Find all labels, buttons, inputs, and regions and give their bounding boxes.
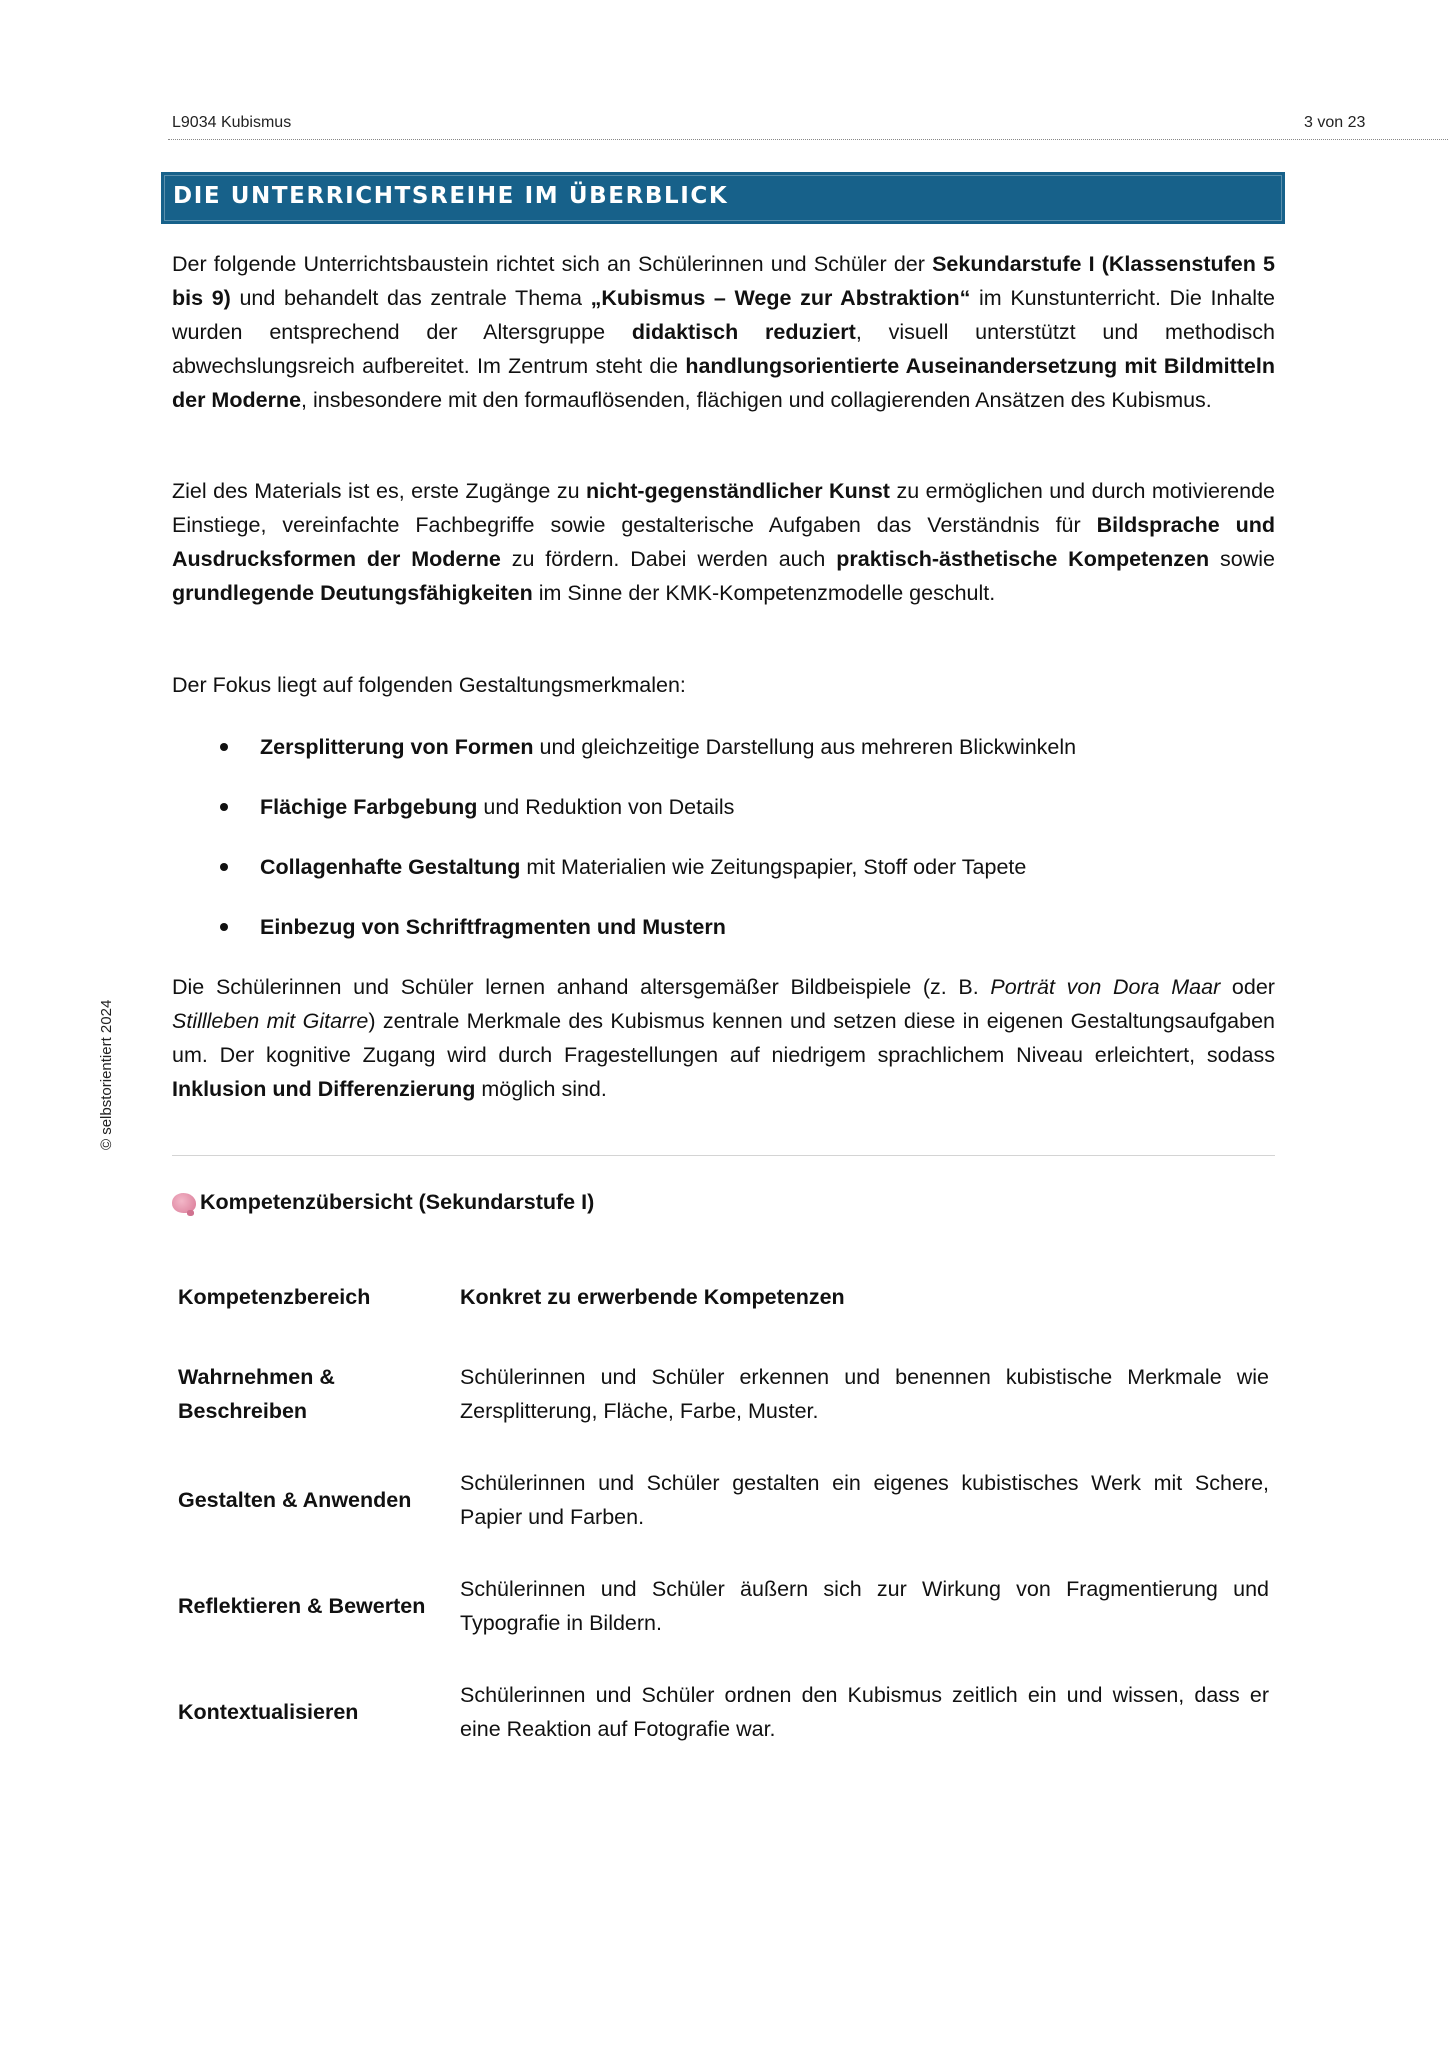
competence-desc: Schülerinnen und Schüler gestalten ein eigenes kubistisches Werk mit Schere, Papier und Farben. (460, 1471, 1269, 1529)
bold-text: praktisch-ästhetische Kompetenzen (836, 547, 1210, 571)
text: und Reduktion von Details (477, 795, 735, 819)
text: im Kunstunterricht. Die Inhalte wurden entsprechend der Altersgruppe (172, 286, 1275, 344)
spacer (172, 1428, 1275, 1466)
bold-text: Zersplitterung von Formen (260, 735, 534, 759)
text: Der folgende Unterrichtsbaustein richtet sich an Schülerinnen und Schüler der (172, 252, 933, 276)
spacer (172, 1534, 1275, 1572)
bold-text: Bildsprache und Ausdrucksformen der Moderne (172, 513, 1275, 571)
competence-table (172, 1272, 1275, 1746)
bold-text: grundlegende Deutungsfähigkeiten (172, 581, 533, 605)
bold-text: didaktisch reduziert (631, 320, 856, 344)
text: Ziel des Materials ist es, erste Zugänge zu (172, 479, 587, 503)
section-title-bar (161, 172, 1285, 224)
text: und behandelt das zentrale Thema (230, 286, 591, 310)
focus-list (172, 730, 1076, 970)
bold-text: Einbezug von Schriftfragmenten und Mustern (260, 915, 726, 939)
competence-heading (172, 1190, 594, 1215)
copyright-note: © selbstorientiert 2024 (98, 999, 115, 1150)
text: ) zentrale Merkmale des Kubismus kennen und setzen diese in eigenen Gestaltungsaufgaben um. Der kognitive Zugang wird durch Fragestellungen auf niedrigem sprachlichem Niveau erleichtert, sodass (172, 1009, 1275, 1067)
competence-area: Reflektieren & Bewerten (178, 1594, 426, 1618)
text: oder (1220, 975, 1275, 999)
bullet-icon (220, 743, 228, 751)
spacer (172, 1640, 1275, 1678)
text: im Sinne der KMK-Kompetenzmodelle geschult. (532, 581, 996, 605)
text: zu fördern. Dabei werden auch (500, 547, 837, 571)
list-item (172, 850, 1076, 910)
bold-text: „Kubismus – Wege zur Abstraktion“ (590, 286, 971, 310)
bullet-icon (220, 803, 228, 811)
competence-area: Gestalten & Anwenden (178, 1488, 412, 1512)
italic-text: Porträt von Dora Maar (990, 975, 1221, 999)
text: Die Schülerinnen und Schüler lernen anhand altersgemäßer Bildbeispiele (z. B. (172, 975, 991, 999)
text: zu ermöglichen und durch motivierende Einstiege, vereinfachte Fachbegriffe sowie gestalterische Aufgaben das Verständnis für (172, 479, 1275, 537)
bold-text: Inklusion und Differenzierung (172, 1077, 476, 1101)
list-item (172, 730, 1076, 790)
bold-text: Flächige Farbgebung (260, 795, 478, 819)
competence-area: Kontextualisieren (178, 1700, 359, 1724)
table-row (172, 1466, 1275, 1534)
header-divider (168, 139, 1448, 140)
column-header: Konkret zu erwerbende Kompetenzen (460, 1285, 845, 1309)
bold-text: nicht-gegenständlicher Kunst (586, 479, 890, 503)
intro-paragraph (172, 247, 1275, 441)
goal-paragraph (172, 474, 1275, 634)
list-item (172, 910, 1076, 970)
competence-heading-text: Kompetenzübersicht (Sekundarstufe I) (200, 1190, 595, 1214)
document-id: L9034 Kubismus (172, 114, 292, 131)
text: möglich sind. (475, 1077, 607, 1101)
brain-icon (172, 1193, 196, 1213)
bullet-icon (220, 863, 228, 871)
page-number: 3 von 23 (1304, 114, 1366, 131)
text: und gleichzeitige Darstellung aus mehreren Blickwinkeln (533, 735, 1077, 759)
italic-text: Stillleben mit Gitarre (172, 1009, 369, 1033)
focus-intro-text: Der Fokus liegt auf folgenden Gestaltungsmerkmalen: (172, 673, 686, 697)
column-header: Kompetenzbereich (178, 1285, 371, 1309)
table-row (172, 1572, 1275, 1640)
text: , visuell unterstützt und methodisch abwechslungsreich aufbereitet. Im Zentrum steht die (172, 320, 1276, 378)
table-header-row (172, 1272, 1275, 1322)
spacer (172, 1322, 1275, 1360)
focus-intro (172, 668, 1275, 726)
table-row (172, 1360, 1275, 1428)
bullet-icon (220, 923, 228, 931)
competence-desc: Schülerinnen und Schüler erkennen und benennen kubistische Merkmale wie Zersplitterung, Fläche, Farbe, Muster. (460, 1365, 1269, 1423)
text: , insbesondere mit den formauflösenden, flächigen und collagierenden Ansätzen des Kubismus. (301, 388, 1212, 412)
competence-desc: Schülerinnen und Schüler ordnen den Kubismus zeitlich ein und wissen, dass er eine Reaktion auf Fotografie war. (460, 1683, 1269, 1741)
bold-text: handlungsorientierte Auseinandersetzung mit Bildmitteln der Moderne (172, 354, 1275, 412)
examples-paragraph (172, 970, 1275, 1130)
text: mit Materialien wie Zeitungspapier, Stoff oder Tapete (520, 855, 1027, 879)
table-row (172, 1678, 1275, 1746)
bold-text: Collagenhafte Gestaltung (260, 855, 521, 879)
list-item (172, 790, 1076, 850)
competence-desc: Schülerinnen und Schüler äußern sich zur Wirkung von Fragmentierung und Typografie in Bildern. (460, 1577, 1269, 1635)
section-title: DIE UNTERRICHTSREIHE IM ÜBERBLICK (173, 183, 729, 209)
section-divider (172, 1155, 1275, 1156)
bold-text: Sekundarstufe I (Klassenstufen 5 bis 9) (172, 252, 1275, 310)
text: sowie (1209, 547, 1275, 571)
competence-area: Wahrnehmen & Beschreiben (178, 1365, 335, 1423)
